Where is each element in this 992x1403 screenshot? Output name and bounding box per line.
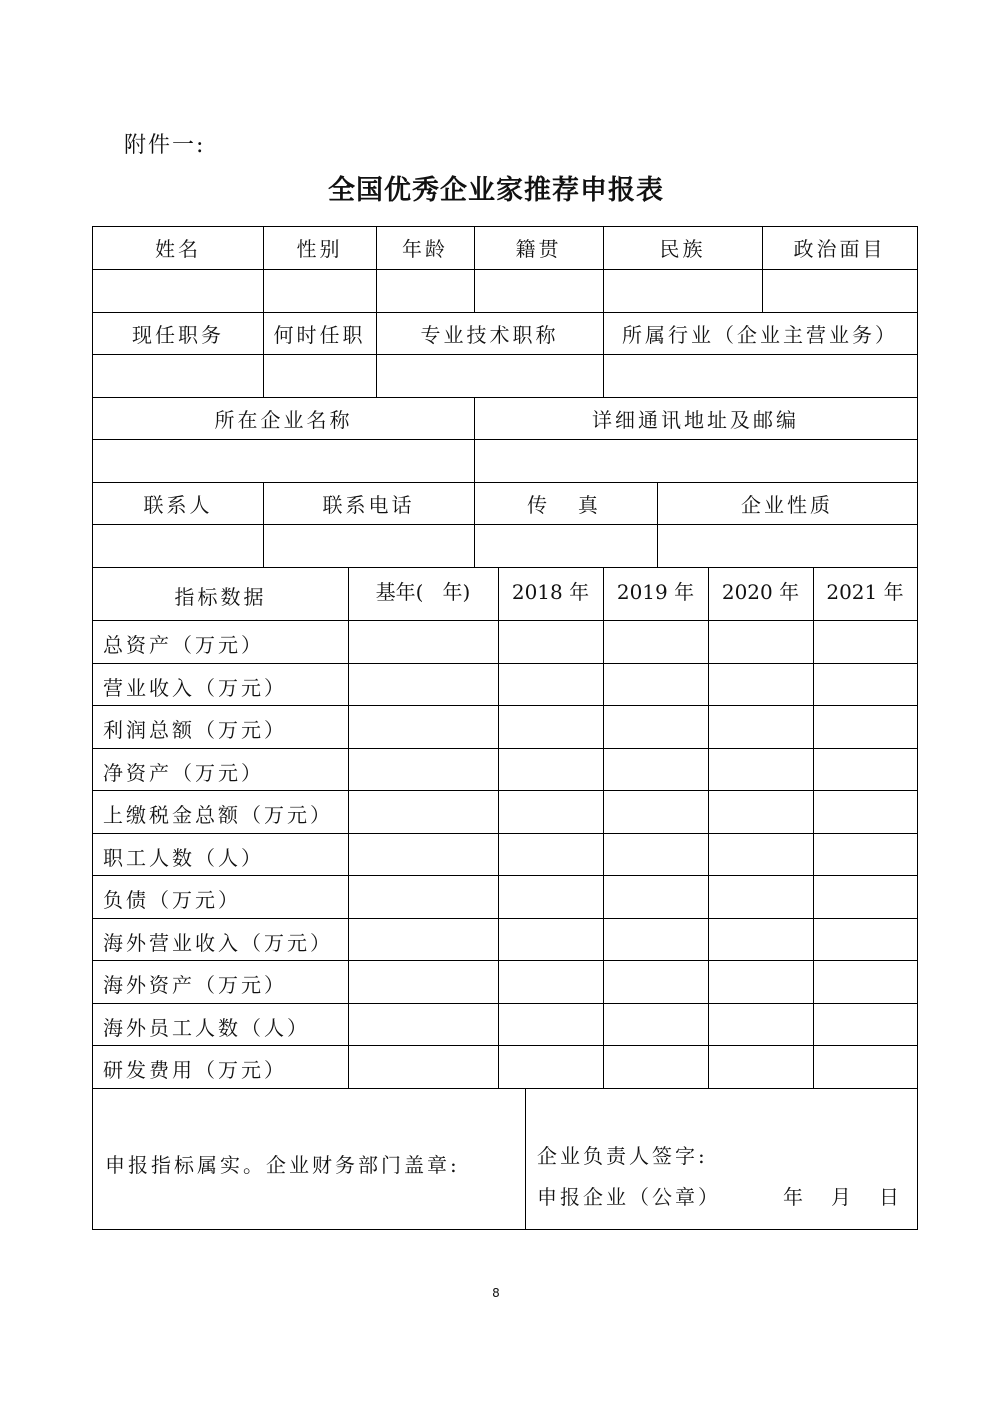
- year-2020-header: 2020 年: [721, 580, 800, 604]
- column-divider: [813, 567, 814, 1088]
- form-title: 全国优秀企业家推荐申报表: [328, 175, 664, 206]
- year-2019-header: 2019 年: [616, 580, 695, 604]
- industry-header: 所属行业（企业主营业务）: [622, 323, 898, 347]
- row-divider: [93, 397, 917, 398]
- row-divider: [93, 1045, 917, 1046]
- year-2021-header: 2021 年: [826, 580, 904, 604]
- column-divider: [525, 1088, 526, 1229]
- gender-header: 性别: [296, 237, 343, 261]
- row-divider: [93, 439, 917, 440]
- page-number: 8: [492, 1286, 500, 1300]
- contact-person-header: 联系人: [143, 493, 213, 517]
- indicator-row-label: 海外资产（万元）: [103, 973, 287, 997]
- indicators-header: 指标数据: [174, 585, 267, 609]
- row-divider: [93, 1088, 917, 1089]
- base-year-header: 基年( 年): [375, 580, 471, 604]
- row-divider: [93, 705, 917, 706]
- contact-phone-header: 联系电话: [322, 493, 415, 517]
- finance-seal-text: 申报指标属实。企业财务部门盖章:: [105, 1153, 460, 1177]
- age-header: 年龄: [402, 237, 448, 261]
- indicator-row-label: 海外营业收入（万元）: [103, 931, 333, 955]
- row-divider: [93, 269, 917, 270]
- row-divider: [93, 748, 917, 749]
- indicator-row-label: 职工人数（人）: [103, 846, 264, 870]
- company-nature-header: 企业性质: [741, 493, 833, 517]
- native-place-header: 籍贯: [515, 237, 562, 261]
- name-header: 姓名: [155, 237, 201, 261]
- column-divider: [708, 567, 709, 1088]
- attachment-label: 附件一:: [124, 133, 206, 158]
- date-month-label: 月: [831, 1185, 851, 1209]
- application-form-table: [92, 226, 918, 1230]
- row-divider: [93, 663, 917, 664]
- indicator-row-label: 总资产（万元）: [103, 633, 264, 657]
- indicator-row-label: 净资产（万元）: [103, 761, 264, 785]
- company-seal-label: 申报企业（公章）: [537, 1185, 721, 1209]
- year-2018-header: 2018 年: [511, 580, 590, 604]
- column-divider: [498, 567, 499, 1088]
- professional-title-header: 专业技术职称: [420, 323, 559, 347]
- row-divider: [93, 833, 917, 834]
- fax-header: 传 真: [527, 493, 604, 517]
- row-divider: [93, 875, 917, 876]
- political-status-header: 政治面目: [793, 237, 886, 261]
- row-divider: [93, 918, 917, 919]
- row-divider: [93, 790, 917, 791]
- date-day-label: 日: [879, 1185, 899, 1209]
- indicator-row-label: 营业收入（万元）: [103, 676, 287, 700]
- indicator-row-label: 负债（万元）: [103, 888, 241, 912]
- ethnicity-header: 民族: [659, 237, 706, 261]
- date-year-label: 年: [783, 1185, 803, 1209]
- indicator-row-label: 研发费用（万元）: [103, 1058, 287, 1082]
- column-divider: [348, 567, 349, 1088]
- row-divider: [93, 960, 917, 961]
- indicator-row-label: 上缴税金总额（万元）: [103, 803, 333, 827]
- indicator-row-label: 利润总额（万元）: [103, 718, 287, 742]
- row-divider: [93, 482, 917, 483]
- current-title-header: 现任职务: [132, 323, 224, 347]
- company-name-header: 所在企业名称: [214, 408, 353, 432]
- appointed-time-header: 何时任职: [273, 323, 366, 347]
- column-divider: [603, 567, 604, 1088]
- indicator-row-label: 海外员工人数（人）: [103, 1016, 310, 1040]
- row-divider: [93, 1003, 917, 1004]
- row-divider: [93, 620, 917, 621]
- row-divider: [93, 524, 917, 525]
- leader-signature-label: 企业负责人签字:: [537, 1144, 708, 1168]
- address-header: 详细通讯地址及邮编: [592, 408, 799, 432]
- row-divider: [93, 312, 917, 313]
- row-divider: [93, 567, 917, 568]
- row-divider: [93, 354, 917, 355]
